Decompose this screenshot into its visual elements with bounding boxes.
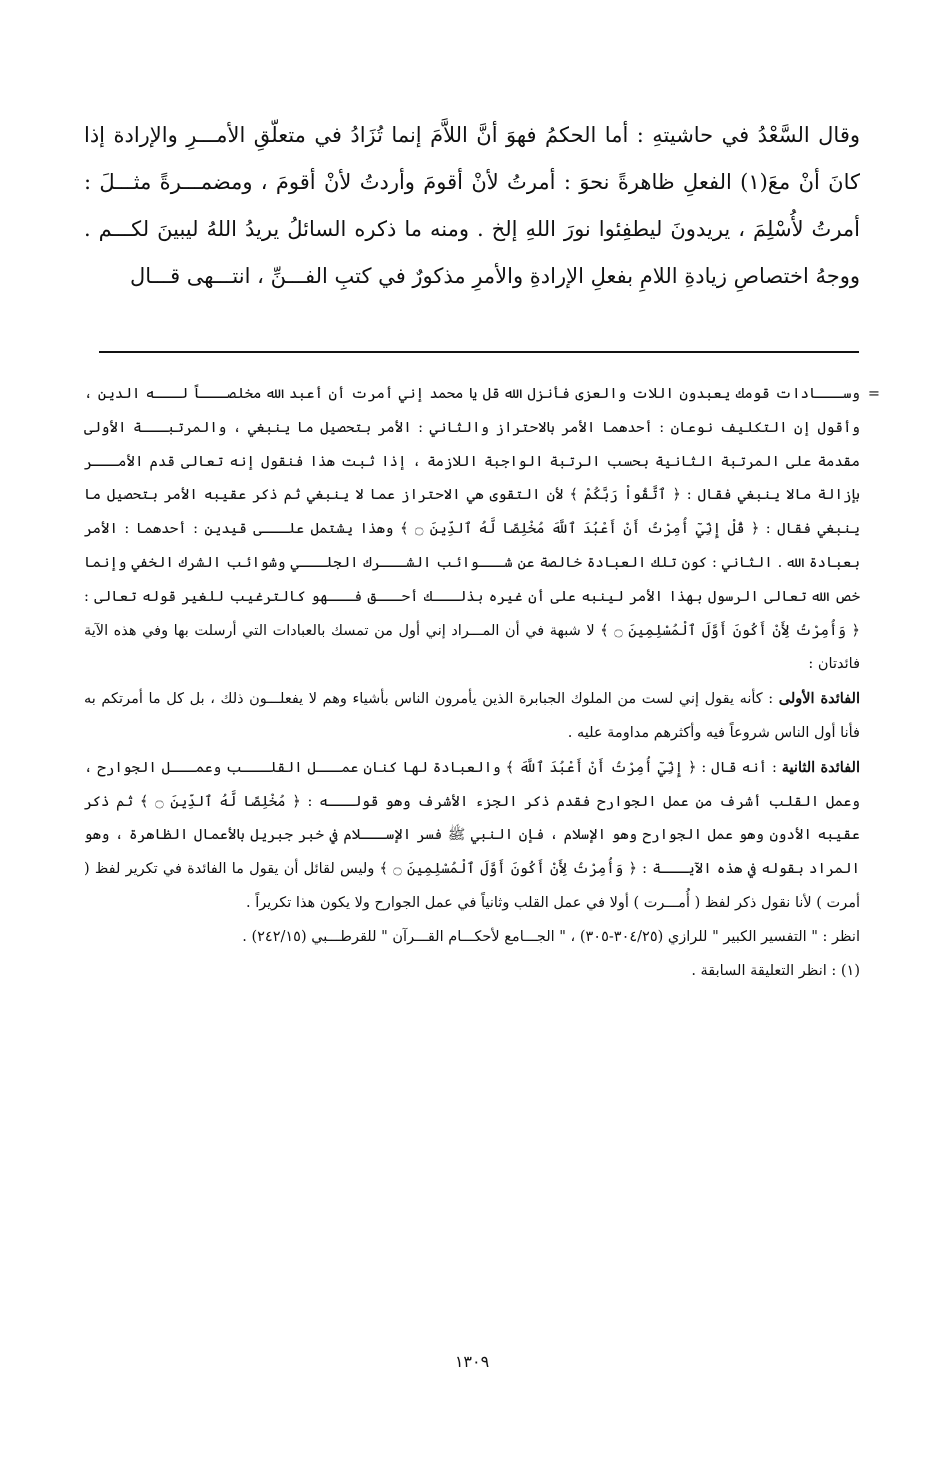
main-text-block <box>84 112 860 300</box>
continuation-marker: = <box>867 386 880 402</box>
footnote-1-label: (١) <box>840 962 860 979</box>
benefit-first <box>84 682 860 751</box>
page-number: ١٣٠٩ <box>454 1352 490 1371</box>
benefit-second-text: : أنه قال : ﴿ إِنِّيٓ أُمِرْتُ أَنْ أَعْبُدَ ٱللَّهَ ﴾ والعبادة لها كنان عمـــل القلـــب وعمـــل الجوارح ، وعمل القلب أشرف من عمل الجوارح فقدم ذكر الجزء الأشرف وهو قولـــه : ﴿ مُخْلِصًا لَّهُ ٱلدِّينَ ۝ ﴾ ثم ذكر عقيبه الأدون وهو عمل الجوارح وهو الإسلام ، فإن النبي ﷺ فسر الإســـلام في خبر جبريل بالأعمال الظاهرة ، وهو المراد بقوله في هذه الآيـــة : ﴿ وَأُمِرْتُ لِأَنْ أَكُونَ أَوَّلَ ٱلْمُسْلِمِينَ ۝ ﴾ وليس لقائل أن يقول ما الفائدة في تكرير لفظ ( أمرت ) لأنا نقول ذكر لفظ ( أُمـــرت ) أولا في عمل القلب وثانياً في عمل الجوارح ولا يكون هذا تكريراً . <box>84 759 861 911</box>
footnote-continuation <box>84 378 880 682</box>
benefit-second <box>84 751 860 921</box>
benefit-first-text: : كأنه يقول إني لست من الملوك الجبابرة الذين يأمرون الناس بأشياء وهم لا يفعلـــون ذلك ، بل كل ما أمرتكم به فأنا أول الناس شروعاً فيه وأكثرهم مداومة عليه . <box>84 691 860 741</box>
benefit-second-lead: الفائدة الثانية <box>781 758 860 776</box>
footnote-reference: انظر : " التفسير الكبير " للرازي (٣٠٤/٢٥-٣٠٥) ، " الجـــامع لأحكـــام القـــرآن " للقرطـــبي (٢٤٢/١٥) . <box>242 928 860 945</box>
footnotes-block <box>84 378 880 988</box>
footnote-1-text: : انظر التعليقة السابقة . <box>691 962 841 979</box>
benefit-first-lead: الفائدة الأولى <box>778 690 860 708</box>
footnote-continuation-text: وســـادات قومك يعبدون اللات والعزى فأنزل الله قل يا محمد إني أمرت أن أعبد الله مخلصـــاً لـــه الدين ، وأقول إن التكليف نوعان : أحدهما الأمر بالاحتراز والثاني : الأمر بتحصيل ما ينبغي ، والمرتبـــة الأولى مقدمة على المرتبة الثانية بحسب الرتبة الواجبة اللازمة ، إذا ثبت هذا فنقول إنه تعالى قدم الأمـــر بإزالة مالا ينبغي فقال : ﴿ ٱتَّقُواْ رَبَّكُمْ ﴾ لأن التقوى هي الاحتراز عما لا ينبغي ثم ذكر عقيبه الأمر بتحصيل ما ينبغي فقال : ﴿ قُلْ إِنِّيٓ أُمِرْتُ أَنْ أَعْبُدَ ٱللَّهَ مُخْلِصًا لَّهُ ٱلدِّينَ ۝ ﴾ وهذا يشتمل علـــى قيدين : أحدهما : الأمر بعبادة الله . الثاني : كون تلك العبادة خالصة عن شـــوائب الشـــرك الجلـــي وشوائب الشرك الخفي وإنما خص الله تعالى الرسول بهذا الأمر لينبه على أن غيره بذلـــك أحـــق فـــهو كالترغيب للغير قوله تعالى : ﴿ وَأُمِرْتُ لِأَنْ أَكُونَ أَوَّلَ ٱلْمُسْلِمِينَ ۝ ﴾ لا شبهة في أن المـــراد إني أول من تمسك بالعبادات التي أرسلت بها وفي هذه الآية فائدتان : <box>84 386 861 673</box>
footnote-1 <box>84 955 860 989</box>
main-paragraph: وقال السَّعْدُ في حاشيتهِ : أما الحكمُ فهوَ أنَّ اللاَّمَ إنما تُزَادُ في متعلّقِ الأمـــرِ والإرادة إذا كانَ أنْ معَ(١) الفعلِ ظاهرةً نحوَ : أمرتُ لأنْ أقومَ وأردتُ لأنْ أقومَ ، ومضمـــرةً مثـــلَ : أمرتُ لأُسْلِمَ ، يريدونَ ليطفِئوا نورَ اللهِ إلخ . ومنه ما ذكره السائلُ يريدُ اللهُ ليبينَ لكـــم . ووجهُ اختصاصِ زيادةِ اللامِ بفعلِ الإرادةِ والأمرِ مذكورٌ في كتبِ الفـــنِّ ، انتـــهى قـــال <box>84 123 860 288</box>
footnote-separator <box>99 351 859 353</box>
